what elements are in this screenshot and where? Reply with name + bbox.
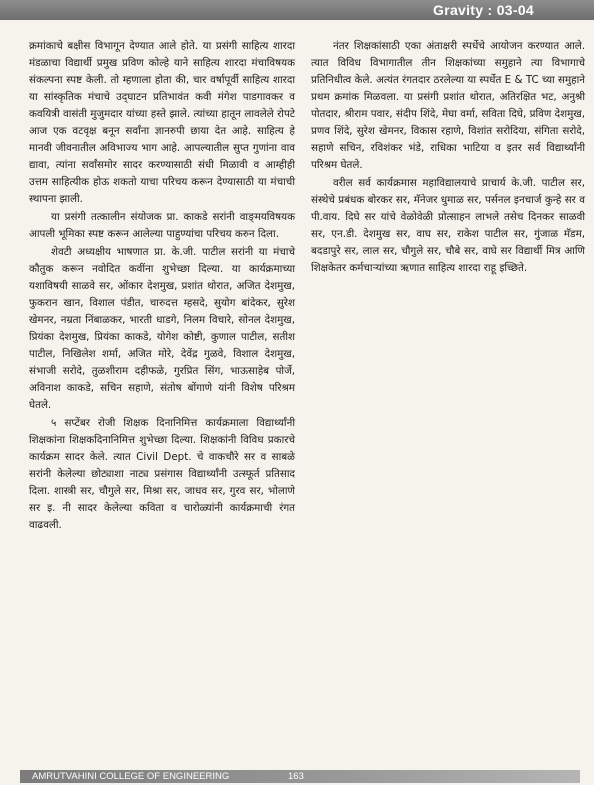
paragraph: नंतर शिक्षकांसाठी एका अंताक्षरी स्पर्धेचे आयोजन करण्यात आले. त्यात विविध विभागातील तीन शिक्षकांच्या समुहाने त्या विभागाचे प्रतिनिधीत्व केले. अत्यंत रंगतदार ठरलेल्या या स्पर्धेत E & TC च्या समुहाने प्रथम क्रमांक मिळवला. या प्रसंगी प्रशांत थोरात, अतिरक्षित भट, अनुश्री पोतदार, श्रीराम पवार, संदीप शिंदे, मेघा वर्मा, सविता दिघे, प्रविण देशमुख, प्रणव शिंदे, सुरेश खेमनर, विकास रहाणे, विशांत सरोदिया, संगिता सरोदे, सहाणे सचिन, रविशंकर भंडे, राधिका भाटिया व इतर सर्व विद्यार्थ्यांनी परिश्रम घेतले.: [311, 40, 585, 171]
paragraph: क्रमांकाचे बक्षीस विभागून देण्यात आले होते. या प्रसंगी साहित्य शारदा मंडळाचा विद्यार्थी प्रमुख प्रविण कोल्हे याने साहित्य शारदा मंचाविषयक संकल्पना स्पष्ट केली. तो म्हणाला होता की, चार वर्षापूर्वी साहित्य शारदा या सांस्कृतिक मंचाचे उद्‌घाटन प्रतिभावंत कवी मंगेश पाडगावकर व कवयित्री वासंती मुजुमदार यांच्या हस्ते झाले. त्यांच्या हातून लावलेले रोपटे आज एक वटवृक्ष बनून सर्वांना ज्ञानरुपी छाया देत आहे. साहित्य हे मानवी जीवनातील अविभाज्य भाग आहे. आपल्यातील सुप्त गुणांना वाव द्यावा, त्यांना सर्वांसमोर सादर करण्यासाठी संधी मिळावी व आम्हीही उत्तम साहित्यीक होऊ शकतो याचा परिचय करून देण्यासाठी या मंचाची स्थापना झाली.: [29, 40, 295, 205]
magazine-title: Gravity : 03-04: [433, 2, 534, 18]
paragraph: ५ सप्टेंबर रोजी शिक्षक दिनानिमित्त कार्यक्रमाला विद्यार्थ्यांनी शिक्षकांना शिक्षकदिनानिमित्त शुभेच्छा दिल्या. शिक्षकांनी विविध प्रकारचे कार्यक्रम सादर केले. त्यात Civil Dept. चे वाकचौरे सर व साबळे सरांनी केलेल्या छोट्याशा नाट्य प्रसंगास विद्यार्थ्यांनी उत्स्फूर्त प्रतिसाद दिला. शास्त्री सर, चौगुले सर, मिश्रा सर, जाधव सर, गुरव सर, भोलाणे सर इ. नी सादर केलेल्या कविता व चारोळ्यांनी कार्यक्रमाची रंगत वाढवली.: [29, 417, 295, 531]
college-name: AMRUTVAHINI COLLEGE OF ENGINEERING: [32, 771, 230, 782]
right-column: [311, 38, 585, 278]
paragraph: शेवटी अध्यक्षीय भाषणात प्रा. के.जी. पाटील सरांनी या मंचाचे कौतुक करून नवोदित कवींना शुभेच्छा दिल्या. या कार्यक्रमाच्या यशाविषयी साळवे सर, ओंकार देशमुख, प्रशांत थोरात, अजित देशमुख, फुकरान खान, विशाल पंडीत, चारुदत्त म्हसदे, सुयोग बांदेकर, सुरेश खेमनर, नम्रता निंबाळकर, भारती धाडगे, निलम विचारे, सोनल देशमुख, प्रियंका देशमुख, प्रियंका काकडे, योगेश कोष्टी, कुणाल पाटील, सतीश पाटील, निखिलेश शर्मा, अजित मोरे, देवेंद्र गुळवे, विशाल देशमुख, संभाजी सरोदे, तुळशीराम दहीफळे, गुरप्रित सिंग, भाऊसाहेब पोर्जे, अविनाश काकडे, सचिन सहाणे, संतोष बोंगाणे यांनी विशेष परिश्रम घेतले.: [29, 246, 295, 411]
paragraph: वरील सर्व कार्यक्रमास महाविद्यालयाचे प्राचार्य के.जी. पाटील सर, संस्थेचे प्रबंधक बोरकर सर, मॅनेजर धुमाळ सर, पर्सनल इनचार्ज कुन्हे सर व पी.वाय. दिघे सर यांचे वेळोवेळी प्रोत्साहन लाभले तसेच दिनकर साळवी सर, एन.डी. देशमुख सर, वाघ सर, राकेश पाटील सर, गुंजाळ मॅडम, बदडापुरे सर, लाल सर, चौगुले सर, चौबे सर, वाघे सर विद्यार्थी मित्र आणि शिक्षकेतर कर्मचाऱ्यांच्या ऋणात साहित्य शारदा राहू इच्छिते.: [311, 177, 585, 274]
header-bar: [0, 0, 594, 20]
left-column: [29, 38, 295, 535]
footer-bar: [20, 770, 580, 783]
paragraph: या प्रसंगी तत्कालीन संयोजक प्रा. काकडे सरांनी वाङ्‌मयविषयक आपली भूमिका स्पष्ट करून आलेल्या पाहुण्यांचा परिचय करुन दिला.: [29, 211, 295, 240]
page-number: 163: [288, 771, 304, 782]
